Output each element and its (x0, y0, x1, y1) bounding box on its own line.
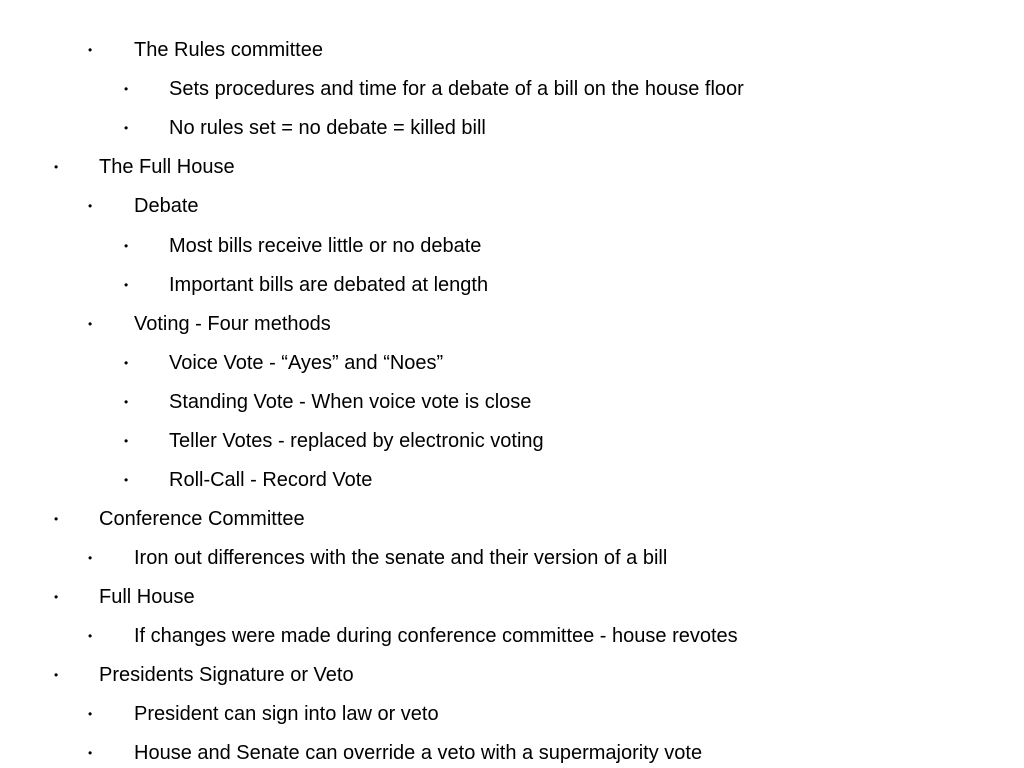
bullet-icon: • (124, 473, 129, 487)
bullet-icon: • (124, 395, 129, 409)
bullet-icon: • (88, 629, 93, 643)
list-item-text: The Rules committee (134, 39, 323, 61)
list-item-text: Voting - Four methods (134, 313, 331, 335)
bullet-icon: • (88, 199, 93, 213)
list-item (0, 154, 1024, 180)
list-item-text: President can sign into law or veto (134, 703, 439, 725)
bullet-icon: • (124, 239, 129, 253)
list-item (0, 389, 1024, 415)
list-item (0, 115, 1024, 141)
list-item (0, 740, 1024, 766)
list-item (0, 233, 1024, 259)
list-item-text: Standing Vote - When voice vote is close (169, 391, 532, 413)
list-item (0, 37, 1024, 63)
list-item-text: Teller Votes - replaced by electronic voting (169, 430, 544, 452)
bullet-icon: • (124, 278, 129, 292)
bullet-icon: • (88, 551, 93, 565)
bullet-icon: • (88, 317, 93, 331)
list-item-text: If changes were made during conference committee - house revotes (134, 625, 738, 647)
list-item (0, 662, 1024, 688)
list-item-text: Conference Committee (99, 508, 305, 530)
list-item (0, 467, 1024, 493)
bullet-icon: • (124, 434, 129, 448)
list-item-text: No rules set = no debate = killed bill (169, 117, 486, 139)
list-item (0, 350, 1024, 376)
list-item (0, 272, 1024, 298)
bullet-icon: • (124, 121, 129, 135)
list-item-text: Roll-Call - Record Vote (169, 469, 373, 491)
bullet-icon: • (54, 668, 59, 682)
list-item (0, 76, 1024, 102)
list-item (0, 311, 1024, 337)
bullet-icon: • (54, 160, 59, 174)
list-item (0, 506, 1024, 532)
list-item-text: Voice Vote - “Ayes” and “Noes” (169, 352, 444, 374)
list-item (0, 623, 1024, 649)
bullet-icon: • (88, 707, 93, 721)
list-item (0, 584, 1024, 610)
bullet-icon: • (54, 590, 59, 604)
list-item-text: Iron out differences with the senate and their version of a bill (134, 547, 668, 569)
list-item (0, 193, 1024, 219)
bullet-icon: • (88, 746, 93, 760)
bullet-icon: • (54, 512, 59, 526)
list-item-text: Important bills are debated at length (169, 274, 489, 296)
list-item (0, 545, 1024, 571)
list-item (0, 428, 1024, 454)
list-item-text: House and Senate can override a veto with a supermajority vote (134, 742, 703, 764)
list-item-text: Debate (134, 195, 199, 217)
bullet-icon: • (124, 356, 129, 370)
list-item (0, 701, 1024, 727)
bullet-icon: • (124, 82, 129, 96)
list-item-text: Full House (99, 586, 195, 608)
list-item-text: Most bills receive little or no debate (169, 235, 482, 257)
bullet-icon: • (88, 43, 93, 57)
list-item-text: Sets procedures and time for a debate of a bill on the house floor (169, 78, 744, 100)
list-item-text: The Full House (99, 156, 235, 178)
list-item-text: Presidents Signature or Veto (99, 664, 354, 686)
